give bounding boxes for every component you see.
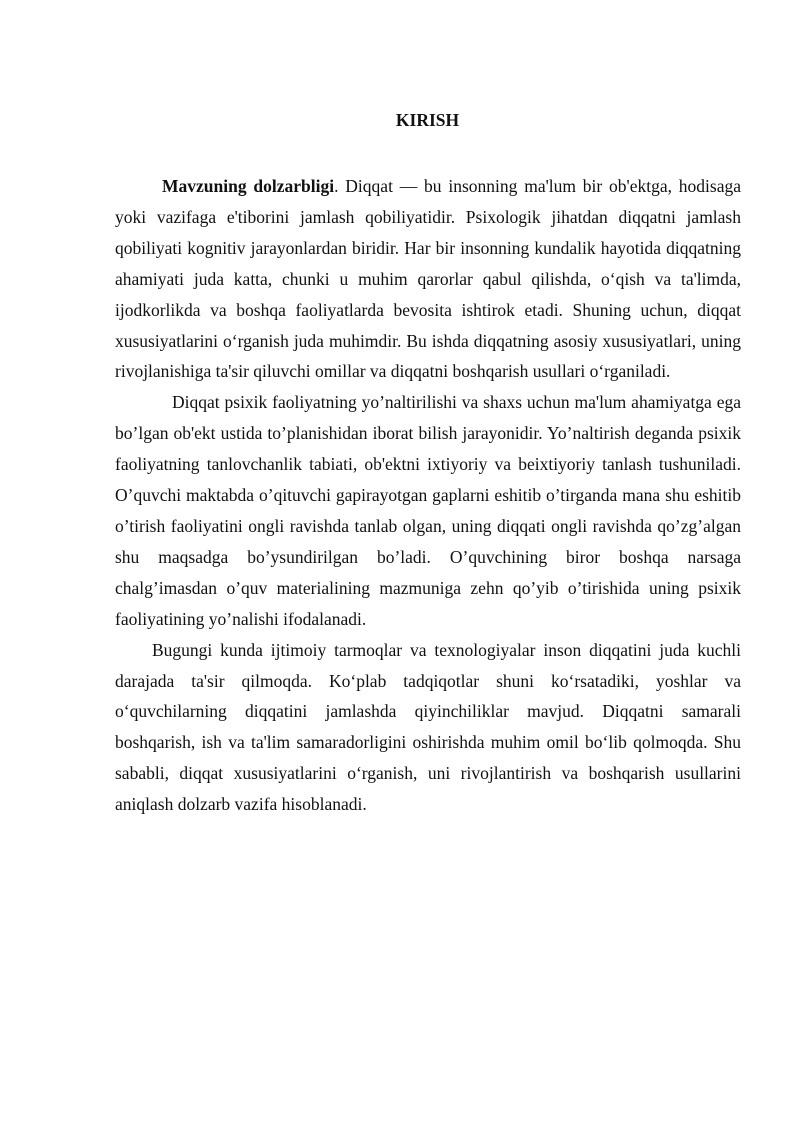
page-title: KIRISH	[395, 110, 460, 130]
paragraph-modern-context: Bugungi kunda ijtimoiy tarmoqlar va texnologiyalar inson diqqatini juda kuchli darajada ta'sir qilmoqda. Ko‘plab tadqiqotlar shuni ko‘rsatadiki, yoshlar va o‘quvchilarning diqqatini jamlashda qiyinchiliklar mavjud. Diqqatni samarali boshqarish, ish va ta'lim samaradorligini oshirishda muhim omil bo‘lib qolmoqda. Shu sababli, diqqat xususiyatlarini o‘rganish, uni rivojlantirish va boshqarish usullarini aniqlash dolzarb vazifa hisoblanadi.	[115, 639, 741, 815]
paragraph-lead-term: Mavzuning dolzarbligi	[162, 176, 335, 196]
paragraph-definition: Diqqat psixik faoliyatning yo’naltirilishi va shaxs uchun ma'lum ahamiyatga ega bo’lgan ob'ekt ustida to’planishidan iborat bilish jarayonidir. Yo’naltirish deganda psixik faoliyatning tanlovchanlik tabiati, ob'ektni ixtiyoriy va beixtiyoriy tanlash tushuniladi. O’quvchi maktabda o’qituvchi gapirayotgan gaplarni eshitib o’tirganda mana shu eshitib o’tirish faoliyatini ongli ravishda tanlab olgan, uning diqqati ongli ravishda qo’zg’algan shu maqsadga bo’ysundirilgan bo’ladi. O’quvchining biror boshqa narsaga chalg’imasdan o’quv materialining mazmuniga zehn qo’yib o’tirishida uning psixik faoliyatining yo’nalishi ifodalanadi.	[115, 392, 741, 629]
document-body	[115, 171, 741, 820]
paragraph-relevance	[115, 171, 741, 387]
paragraph-text: . Diqqat — bu insonning ma'lum bir ob'ektga, hodisaga yoki vazifaga e'tiborini jamlash qobiliyatidir. Psixologik jihatdan diqqatni jamlash qobiliyati kognitiv jarayonlardan biridir. Har bir insonning kundalik hayotida diqqatning ahamiyati juda katta, chunki u muhim qarorlar qabul qilishda, o‘qish va ta'limda, ijodkorlikda va boshqa faoliyatlarda bevosita ishtirok etadi. Shuning uchun, diqqat xususiyatlarini o‘rganish juda muhimdir. Bu ishda diqqatning asosiy xususiyatlari, uning rivojlanishiga ta'sir qiluvchi omillar va diqqatni boshqarish usullari o‘rganiladi.	[115, 176, 741, 382]
